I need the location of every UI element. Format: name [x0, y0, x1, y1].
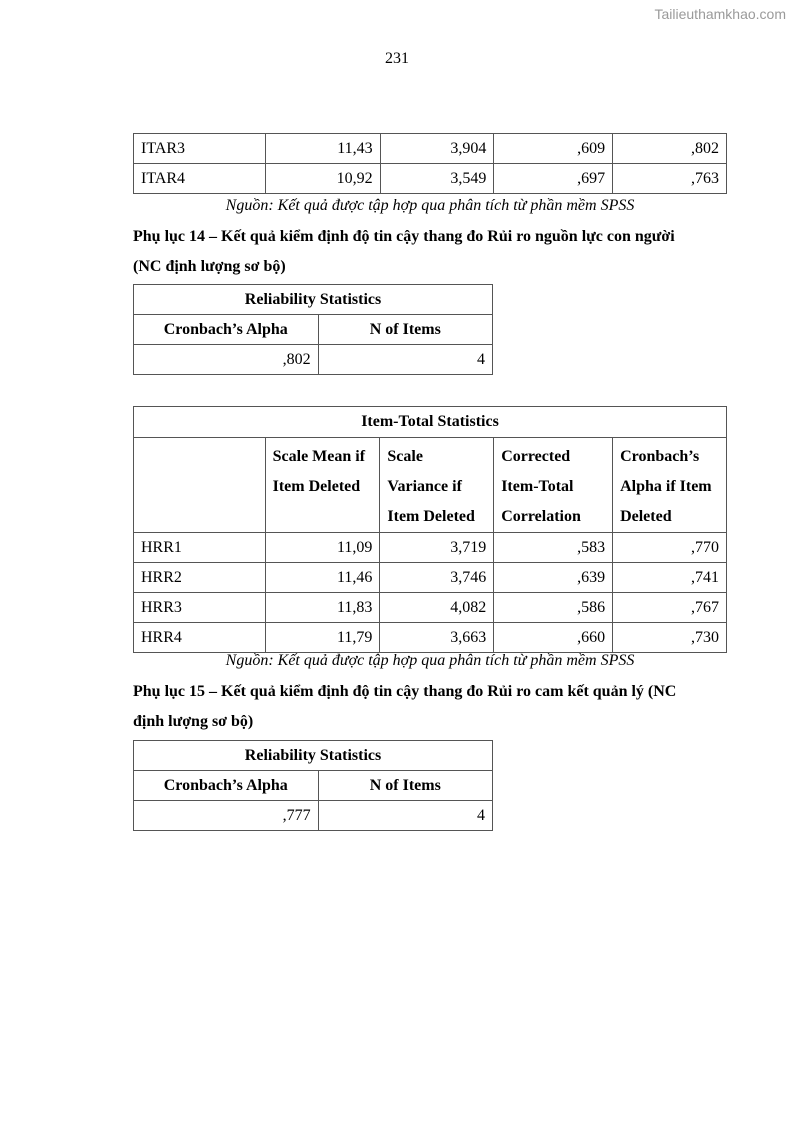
- appendix-15-heading: [133, 677, 733, 737]
- alpha-deleted-cell: ,767: [613, 593, 727, 623]
- scale-mean-cell: 11,09: [265, 533, 380, 563]
- n-items-value: 4: [318, 801, 492, 831]
- table-row: [134, 801, 493, 831]
- scale-variance-cell: 3,549: [380, 164, 494, 194]
- scale-variance-cell: 3,663: [380, 623, 494, 653]
- table-row: [134, 285, 493, 315]
- correlation-cell: ,609: [494, 134, 613, 164]
- reliability-statistics-table: [133, 740, 493, 831]
- item-label: ITAR3: [134, 134, 266, 164]
- alpha-deleted-cell: ,802: [613, 134, 727, 164]
- scale-mean-cell: 11,83: [265, 593, 380, 623]
- correlation-cell: ,660: [494, 623, 613, 653]
- reliability-statistics-table: [133, 284, 493, 375]
- top-item-table: [133, 133, 727, 194]
- table-row: [134, 533, 727, 563]
- column-header: Scale Variance if Item Deleted: [380, 438, 494, 533]
- alpha-value: ,777: [134, 801, 319, 831]
- table-row: [134, 741, 493, 771]
- empty-header-cell: [134, 438, 266, 533]
- n-items-value: 4: [318, 345, 492, 375]
- alpha-deleted-cell: ,730: [613, 623, 727, 653]
- alpha-deleted-cell: ,741: [613, 563, 727, 593]
- heading-line: Phụ lục 15 – Kết quả kiểm định độ tin cậy thang đo Rủi ro cam kết quản lý (NC: [133, 683, 677, 700]
- watermark: Tailieuthamkhao.com: [654, 6, 786, 22]
- alpha-value: ,802: [134, 345, 319, 375]
- scale-variance-cell: 4,082: [380, 593, 494, 623]
- table-row: [134, 771, 493, 801]
- item-label: ITAR4: [134, 164, 266, 194]
- item-label: HRR3: [134, 593, 266, 623]
- item-label: HRR4: [134, 623, 266, 653]
- heading-line: định lượng sơ bộ): [133, 713, 254, 730]
- correlation-cell: ,639: [494, 563, 613, 593]
- item-total-statistics-table: [133, 406, 727, 653]
- heading-line: Phụ lục 14 – Kết quả kiểm định độ tin cậy thang đo Rủi ro nguồn lực con người: [133, 228, 675, 245]
- table-row: [134, 134, 727, 164]
- column-header: N of Items: [318, 771, 492, 801]
- heading-line: (NC định lượng sơ bộ): [133, 258, 286, 275]
- column-header: Corrected Item-Total Correlation: [494, 438, 613, 533]
- scale-variance-cell: 3,719: [380, 533, 494, 563]
- table-title: Reliability Statistics: [134, 741, 493, 771]
- correlation-cell: ,583: [494, 533, 613, 563]
- table-row: [134, 593, 727, 623]
- table-row: [134, 623, 727, 653]
- table-row: [134, 345, 493, 375]
- item-label: HRR1: [134, 533, 266, 563]
- page-number: 231: [385, 50, 409, 67]
- scale-variance-cell: 3,746: [380, 563, 494, 593]
- table-row: [134, 407, 727, 438]
- column-header: Cronbach’s Alpha: [134, 771, 319, 801]
- table-header-row: [134, 438, 727, 533]
- table-row: [134, 164, 727, 194]
- column-header: N of Items: [318, 315, 492, 345]
- correlation-cell: ,586: [494, 593, 613, 623]
- correlation-cell: ,697: [494, 164, 613, 194]
- scale-mean-cell: 11,43: [265, 134, 380, 164]
- table-title: Item-Total Statistics: [134, 407, 727, 438]
- column-header: Cronbach’s Alpha if Item Deleted: [613, 438, 727, 533]
- scale-mean-cell: 11,79: [265, 623, 380, 653]
- column-header: Scale Mean if Item Deleted: [265, 438, 380, 533]
- table-title: Reliability Statistics: [134, 285, 493, 315]
- table-row: [134, 563, 727, 593]
- source-note: Nguồn: Kết quả được tập hợp qua phân tích từ phần mềm SPSS: [225, 197, 635, 214]
- source-note: Nguồn: Kết quả được tập hợp qua phân tích từ phần mềm SPSS: [225, 652, 635, 669]
- alpha-deleted-cell: ,763: [613, 164, 727, 194]
- column-header: Cronbach’s Alpha: [134, 315, 319, 345]
- item-label: HRR2: [134, 563, 266, 593]
- scale-mean-cell: 11,46: [265, 563, 380, 593]
- scale-variance-cell: 3,904: [380, 134, 494, 164]
- appendix-14-heading: [133, 222, 733, 282]
- table-row: [134, 315, 493, 345]
- scale-mean-cell: 10,92: [265, 164, 380, 194]
- alpha-deleted-cell: ,770: [613, 533, 727, 563]
